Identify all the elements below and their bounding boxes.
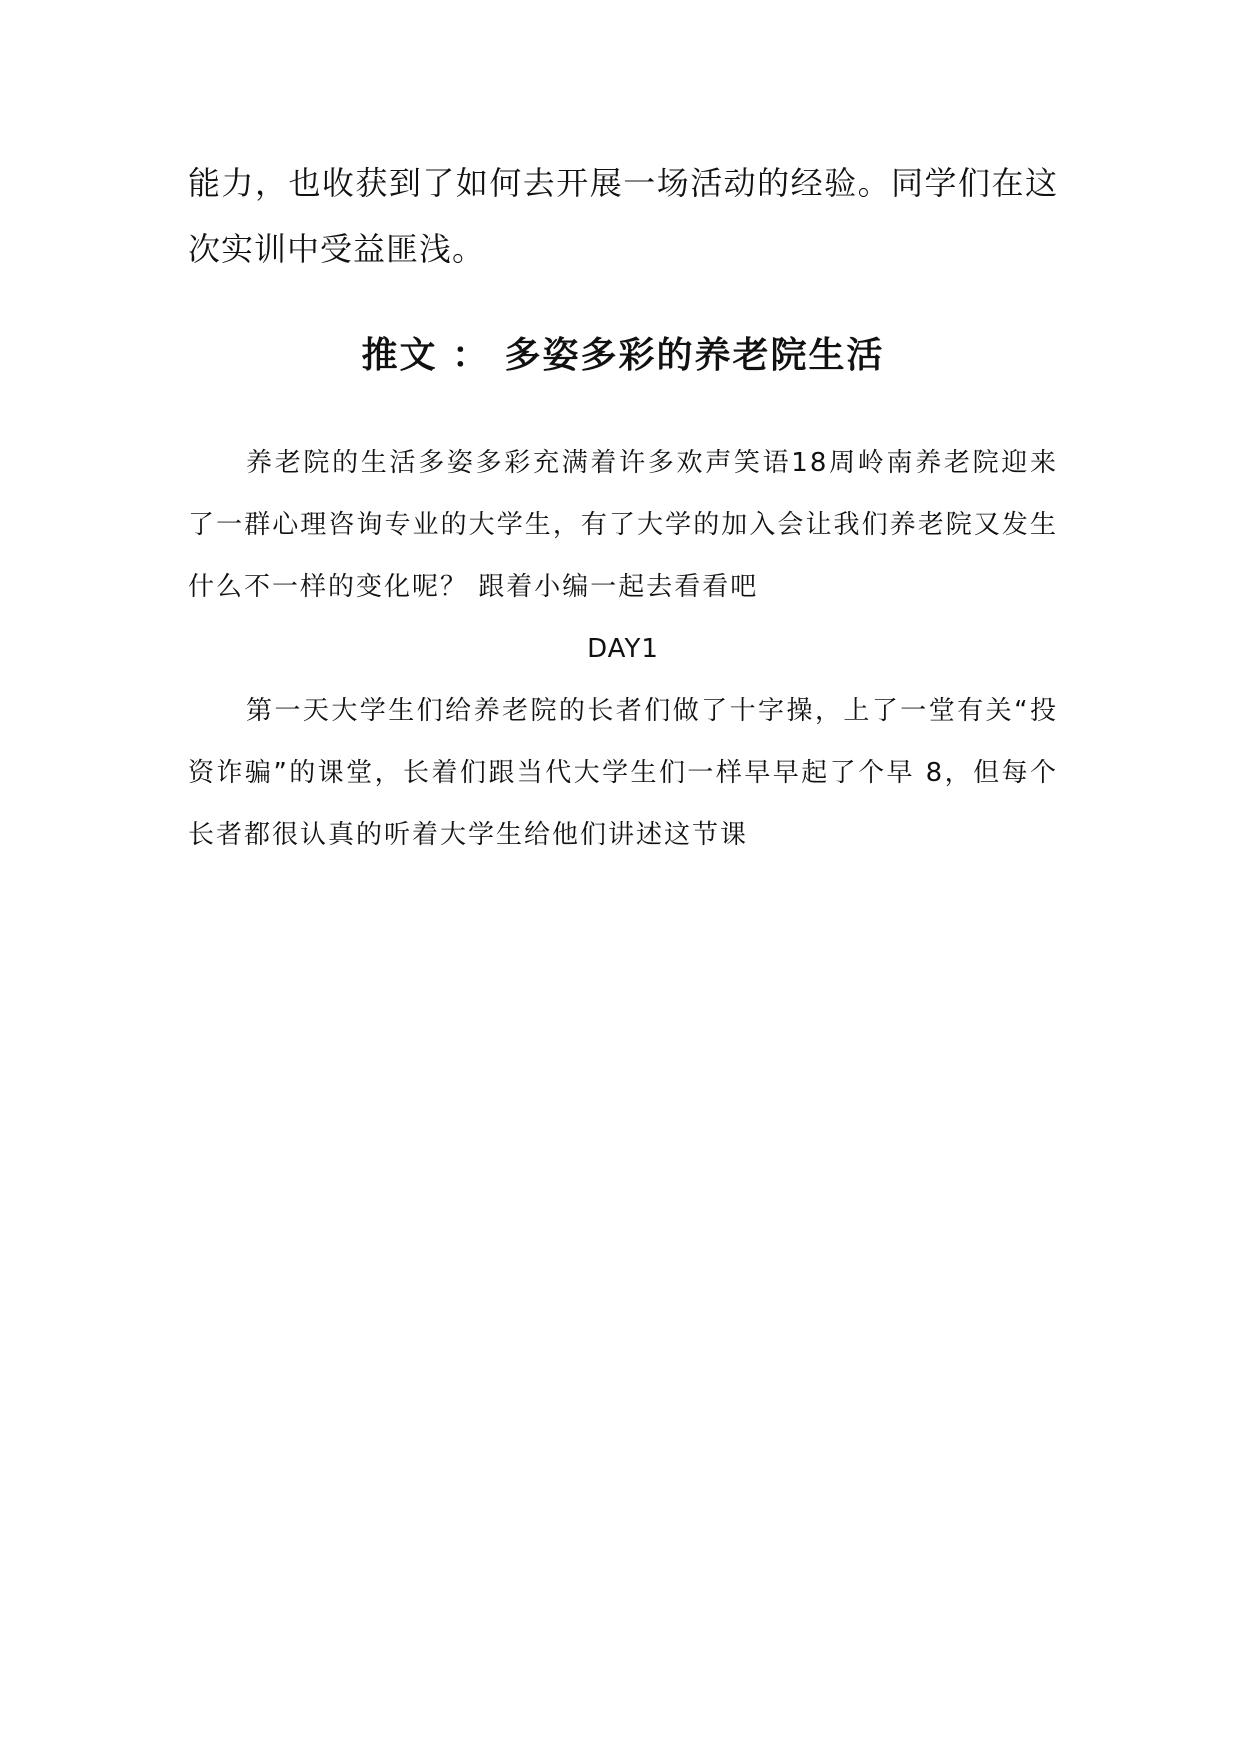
article-title: 推文 ： 多姿多彩的养老院生活: [361, 335, 885, 376]
document-content: [188, 150, 1058, 866]
day-heading: DAY1: [587, 634, 659, 664]
day1-paragraph: 第一天大学生们给养老院的长者们做了十字操，上了一堂有关“投资诈骗”的课堂，长着们跟当代大学生们一样早早起了个早 8，但每个长者都很认真的听着大学生给他们讲述这节课: [188, 696, 1058, 850]
intro-paragraph: 养老院的生活多姿多彩充满着许多欢声笑语18周岭南养老院迎来了一群心理咨询专业的大学生，有了大学的加入会让我们养老院又发生什么不一样的变化呢？ 跟着小编一起去看看吧: [188, 448, 1058, 602]
previous-paragraph: 能力，也收获到了如何去开展一场活动的经验。同学们在这次实训中受益匪浅。: [188, 164, 1058, 268]
